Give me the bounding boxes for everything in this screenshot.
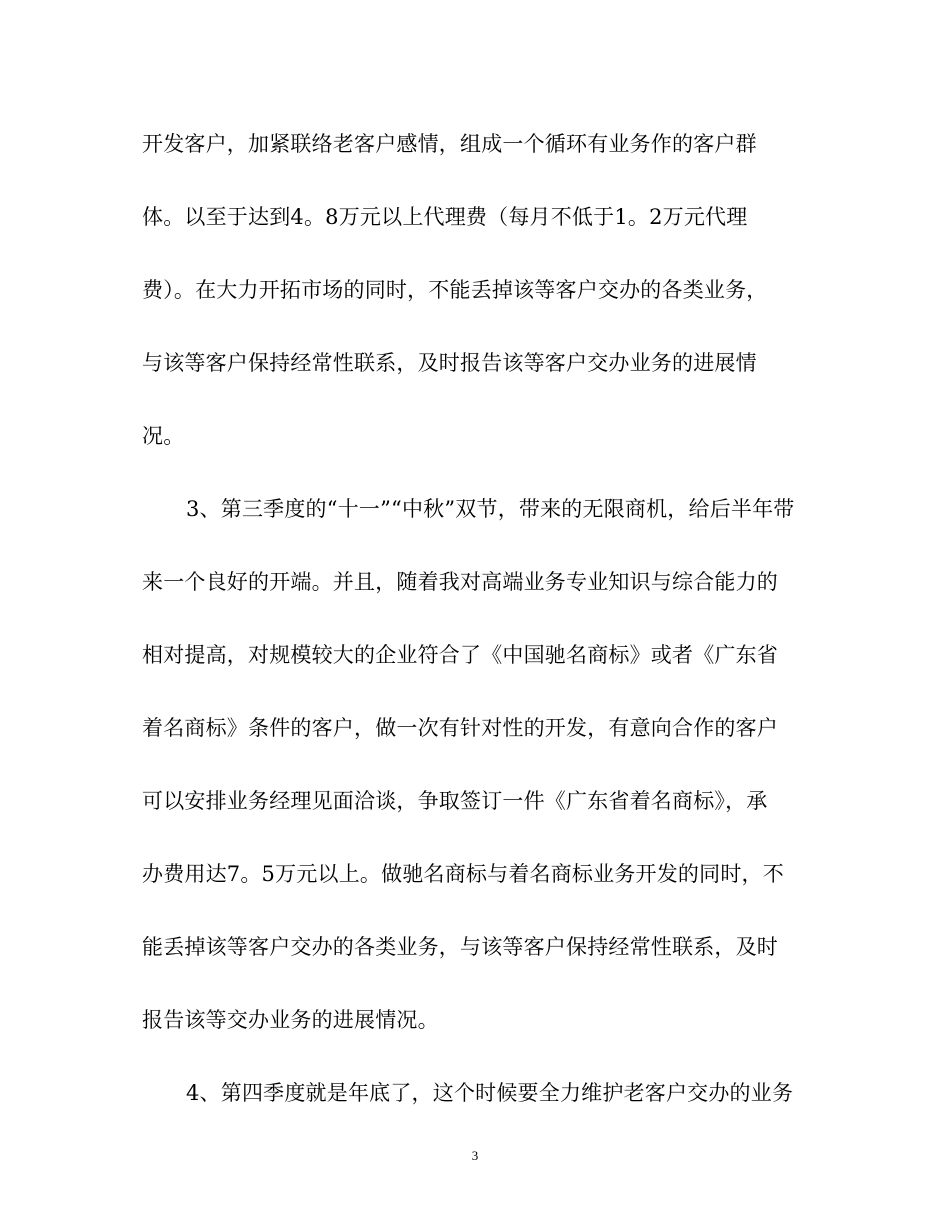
- text-line: 来一个良好的开端。并且，随着我对高端业务专业知识与综合能力的: [142, 570, 778, 594]
- text-line: 能丢掉该等客户交办的各类业务，与该等客户保持经常性联系，及时: [142, 935, 778, 959]
- text-line: 办费用达7。5万元以上。做驰名商标与着名商标业务开发的同时，不: [142, 862, 784, 886]
- page-number: 3: [471, 1148, 479, 1163]
- text-line: 况。: [142, 424, 185, 448]
- text-line: 相对提高，对规模较大的企业符合了《中国驰名商标》或者《广东省: [142, 643, 778, 667]
- text-line: 可以安排业务经理见面洽谈，争取签订一件《广东省着名商标》，承: [142, 789, 768, 813]
- text-line: 开发客户，加紧联络老客户感情，组成一个循环有业务作的客户群: [142, 132, 757, 156]
- text-line: 体。以至于达到4。8万元以上代理费（每月不低于1。2万元代理: [142, 205, 748, 229]
- paragraph-start-line: 4、第四季度就是年底了，这个时候要全力维护老客户交办的业务: [186, 1081, 794, 1105]
- paragraph-start-line: 3、第三季度的“十一”“中秋”双节，带来的无限商机，给后半年带: [186, 497, 795, 521]
- text-line: 费）。在大力开拓市场的同时，不能丢掉该等客户交办的各类业务，: [142, 278, 768, 302]
- text-line: 与该等客户保持经常性联系，及时报告该等客户交办业务的进展情: [142, 351, 757, 375]
- text-line: 报告该等交办业务的进展情况。: [142, 1008, 439, 1032]
- text-line: 着名商标》条件的客户，做一次有针对性的开发，有意向合作的客户: [142, 716, 778, 740]
